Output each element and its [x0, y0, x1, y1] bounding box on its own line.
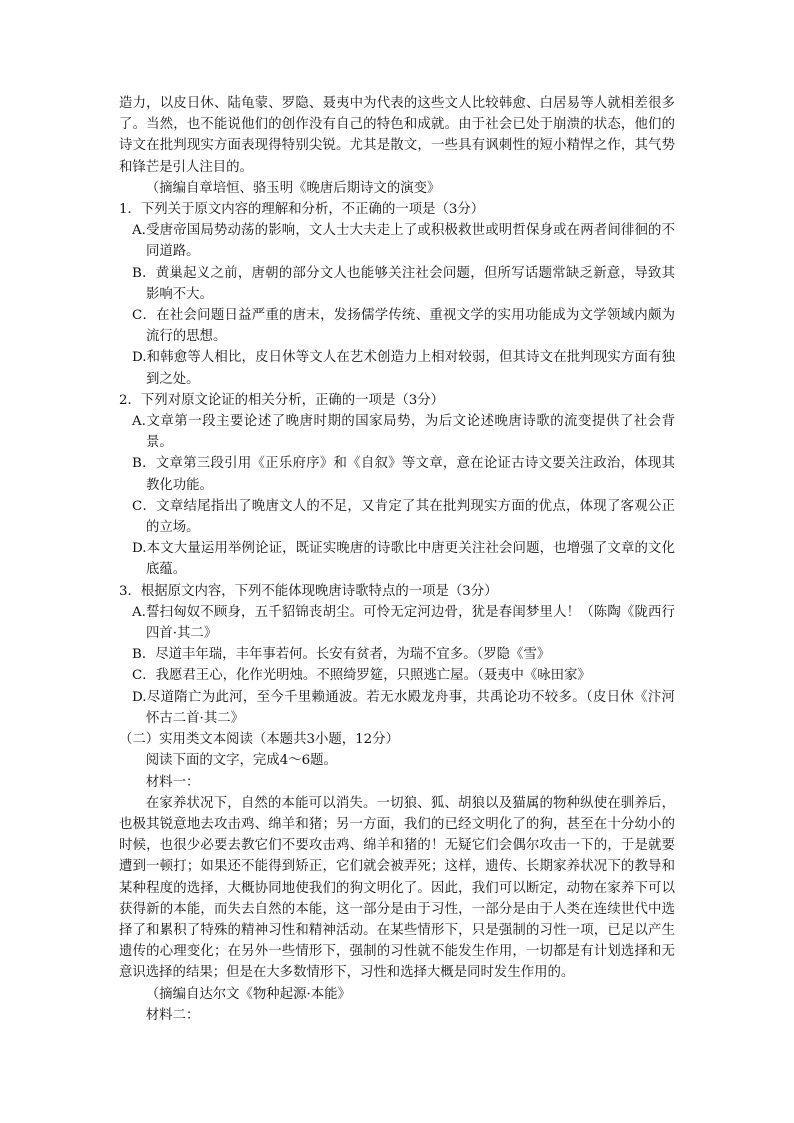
intro-source: （摘编自章培恒、骆玉明《晚唐后期诗文的演变》 [145, 180, 441, 196]
option-b: B．尽道丰年瑞，丰年事若何。长安有贫者，为瑞不宜多。（罗隐《雪》 [132, 647, 551, 663]
question-stem: 3．根据原文内容，下列不能体现晚唐诗歌特点的一项是（3分） [119, 583, 498, 599]
option-a: A.文章第一段主要论述了晚唐时期的国家局势，为后文论述晚唐诗歌的流变提供了社会背景。 [132, 414, 675, 451]
question-1 [119, 199, 675, 390]
section-2-instruction: 阅读下面的文字，完成4～6题。 [145, 753, 337, 769]
document-page [119, 93, 675, 1026]
option-d: D.和韩愈等人相比，皮日休等文人在艺术创造力上相对较弱，但其诗文在批判现实方面有独到之处。 [132, 350, 675, 387]
option-c: C．文章结尾指出了晚唐文人的不足，又肯定了其在批判现实方面的优点，体现了客观公正的立场。 [132, 498, 675, 536]
option-a: A.誓扫匈奴不顾身，五千貂锦丧胡尘。可怜无定河边骨，犹是春闺梦里人！（陈陶《陇西行四首·其二》 [132, 604, 675, 642]
option-c: C．在社会问题日益严重的唐末，发扬儒学传统、重视文学的实用功能成为文学领域内颇为流行的思想。 [132, 308, 675, 345]
question-2 [119, 390, 675, 581]
intro-paragraph: 造力，以皮日休、陆龟蒙、罗隐、聂夷中为代表的这些文人比较韩愈、白居易等人就相差很多了。当然，也不能说他们的创作没有自己的特色和成就。由于社会已处于崩溃的状态，他们的诗文在批判现实方面表现得特别尖锐。尤其是散文，一些具有讽刺性的短小精悍之作，其气势和锋芒是引人注目的。 [119, 96, 675, 175]
material-1-label: 材料一： [145, 774, 200, 790]
question-stem: 2．下列对原文论证的相关分析，正确的一项是（3分） [119, 392, 445, 408]
material-2-label: 材料二： [145, 1007, 200, 1023]
material-1-source: （摘编自达尔文《物种起源·本能》 [145, 986, 351, 1002]
option-b: B．黄巢起义之前，唐朝的部分文人也能够关注社会问题，但所写话题常缺乏新意，导致其影响不大。 [132, 265, 675, 302]
option-d: D.本文大量运用举例论证，既证实晚唐的诗歌比中唐更关注社会问题，也增强了文章的文化底蕴。 [132, 541, 675, 578]
section-2-title: （二）实用类文本阅读（本题共3小题，12分） [119, 732, 399, 748]
question-stem: 1．下列关于原文内容的理解和分析，不正确的一项是（3分） [119, 202, 485, 218]
option-b: B．文章第三段引用《正乐府序》和《自叙》等文章，意在论证古诗文要关注政治，体现其教化功能。 [132, 456, 675, 493]
material-1-text: 在家养状况下，自然的本能可以消失。一切狼、狐、胡狼以及猫属的物种纵使在驯养后，也极其锐意地去攻击鸡、绵羊和猪；另一方面，我们的已经文明化了的狗，甚至在十分幼小的时候，也很少必要去教它们不要攻击鸡、绵羊和猪的！无疑它们会偶尔攻击一下的，于是就要遭到一顿打；如果还不能得到矫正，它们就会被弄死；这样，遗传、长期家养状况下的教导和某种程度的选择，大概协同地使我们的狗文明化了。因此，我们可以断定，动物在家养下可以获得新的本能，而失去自然的本能，这一部分是由于习性，一部分是由于人类在连续世代中选择了和累积了特殊的精神习性和精神活动。在某些情形下，只是强制的习性一项，已足以产生遗传的心理变化；在另外一些情形下，强制的习性就不能发生作用，一切都是有计划选择和无意识选择的结果；但是在大多数情形下，习性和选择大概是同时发生作用的。 [119, 795, 675, 981]
question-3 [119, 581, 675, 729]
option-d: D.尽道隋亡为此河，至今千里赖通波。若无水殿龙舟事，共禹论功不较多。（皮日休《汴河怀古二首·其二》 [132, 689, 675, 726]
option-a: A.受唐帝国局势动荡的影响，文人士大夫走上了或积极救世或明哲保身或在两者间徘徊的不同道路。 [132, 223, 675, 260]
option-c: C．我愿君王心，化作光明烛。不照绮罗筵，只照逃亡屋。（聂夷中《咏田家》 [132, 668, 591, 684]
